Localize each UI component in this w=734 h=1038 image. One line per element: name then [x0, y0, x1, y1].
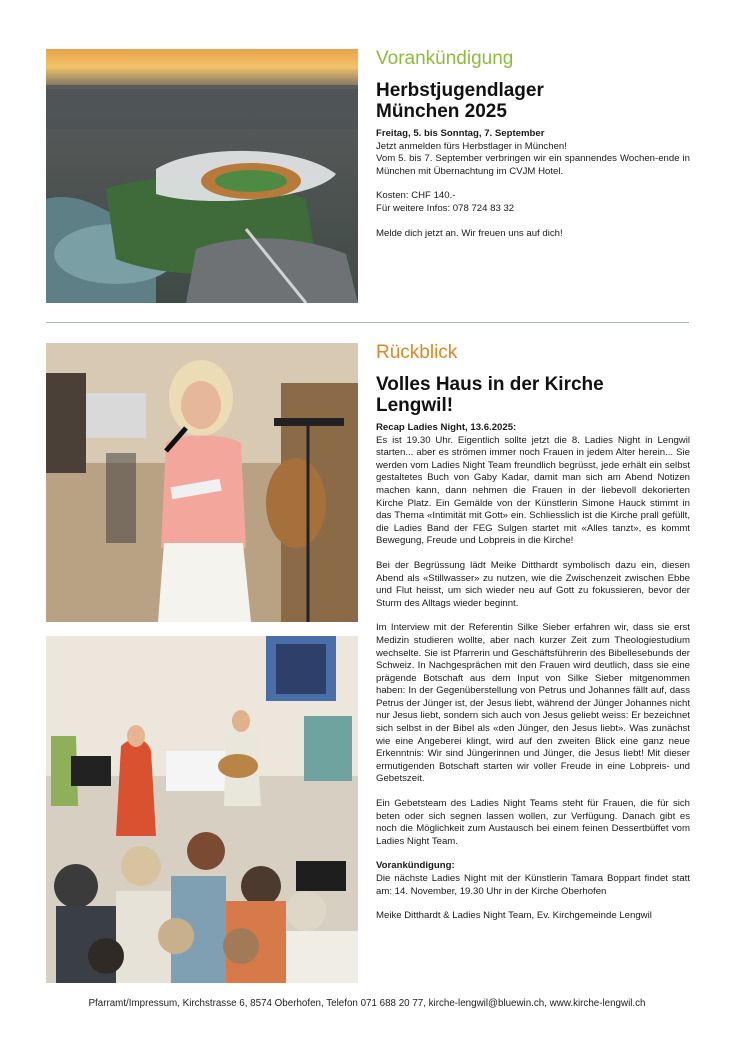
announcement-closing: Melde dich jetzt an. Wir freuen uns auf dich!	[376, 227, 563, 239]
section-divider	[46, 322, 689, 323]
signature: Meike Ditthardt & Ladies Night Team, Ev. Kirchgemeinde Lengwil	[376, 910, 652, 922]
announcement-title-line1: Herbstjugendlager	[376, 80, 544, 101]
review-title-line1: Volles Haus in der Kirche	[376, 374, 604, 395]
review-section	[376, 342, 690, 923]
review-kicker: Rückblick	[376, 342, 458, 363]
review-paragraph-4: Ein Gebetsteam des Ladies Night Teams steht für Frauen, die für sich beten oder sich segnen lassen wollen, zur Verfügung. Danach gibt es noch die Möglichkeit zum Austausch bei einem feinen Dessertbüffet vom Ladies Night Team.	[376, 798, 690, 847]
review-title-line2: Lengwil!	[376, 395, 454, 416]
review-paragraph-3: Im Interview mit der Referentin Silke Sieber erfahren wir, dass sie erst Medizin studieren wollte, aber nach kurzer Zeit zum Theologiestudium wechselte. Sie ist Pfarrerin und Geschäftsführerin des Bibellesebunds der Schweiz. In Nachgesprächen mit den Frauen wird deutlich, dass sie eine prägende Botschaft aus dem Input von Silke Sieber mitgenommen haben: In der Gegenüberstellung von Petrus und Johannes fällt auf, dass Petrus der Jünger ist, der Jesus liebt, während der Jünger Johannes nicht nur Jesus liebt, sondern sich auch von Jesus geliebt weiss: Er bezeichnet sich selbst in der Bibel als «den Jünger, den Jesus liebt». Was zunächst wie eine Angeberei klingt, wird auf den zweiten Blick eine ganz neue Erkenntnis: Wir sind Jüngerinnen und Jünger, die Jesus liebt! Mit dieser ermutigenden Botschaft starten wir voller Freude in eine Lobpreis- und Gebetszeit.	[376, 622, 690, 785]
announcement-info: Für weitere Infos: 078 724 83 32	[376, 202, 515, 214]
stadium-aerial-photo	[46, 49, 358, 303]
next-event-text: Die nächste Ladies Night mit der Künstlerin Tamara Boppart findet statt am: 14. November, 19.30 Uhr in der Kirche Oberhofen	[376, 873, 690, 897]
review-recap-label: Recap Ladies Night, 13.6.2025:	[376, 422, 517, 433]
announcement-title	[376, 80, 690, 122]
page-footer: Pfarramt/Impressum, Kirchstrasse 6, 8574 Oberhofen, Telefon 071 688 20 77, kirche-lengwil@bluewin.ch, www.kirche-lengwil.ch	[88, 998, 646, 1009]
announcement-kicker: Vorankündigung	[376, 48, 514, 69]
announcement-section	[376, 48, 690, 240]
announcement-date: Freitag, 5. bis Sonntag, 7. September	[376, 128, 545, 139]
announcement-line1: Jetzt anmelden fürs Herbstlager in München!	[376, 140, 567, 152]
announcement-line2: Vom 5. bis 7. September verbringen wir ein spannendes Wochen-ende in München mit Übernachtung im CVJM Hotel.	[376, 153, 690, 177]
review-title	[376, 374, 690, 416]
speaker-photo	[46, 343, 358, 622]
review-paragraph-2: Bei der Begrüssung lädt Meike Ditthardt symbolisch dazu ein, diesen Abend als «Stillwasser» zu nutzen, wie die Zwischenzeit zwischen Ebbe und Flut heisst, um sich wieder neu auf Gott zu fokussieren, bevor der Sturm des Alltags wieder beginnt.	[376, 559, 690, 609]
review-paragraph-1: Es ist 19.30 Uhr. Eigentlich sollte jetzt die 8. Ladies Night in Lengwil starten... aber es strömen immer noch Frauen in jedem Alter herein... Sie werden vom Ladies Night Team freundlich begrüsst, jede erhält ein selbst gestaltetes Buch von Gaby Kadar, damit man sich am Abend Notizen machen kann, dann nehmen die Frauen in der liebevoll dekorierten Kirche Platz. Ein Gemälde von der Künstlerin Simone Hauck stimmt in das Thema «Intimität mit Gott» ein. Schliesslich ist die Kirche prall gefüllt, die Ladies Band der FEG Sulgen startet mit «Alles tanzt», es kommt Bewegung, Freude und Lobpreis in die Kirche!	[376, 434, 690, 547]
church-band-photo	[46, 636, 358, 983]
announcement-title-line2: München 2025	[376, 101, 507, 122]
announcement-cost: Kosten: CHF 140.-	[376, 190, 456, 202]
next-event-label: Vorankündigung:	[376, 860, 455, 872]
